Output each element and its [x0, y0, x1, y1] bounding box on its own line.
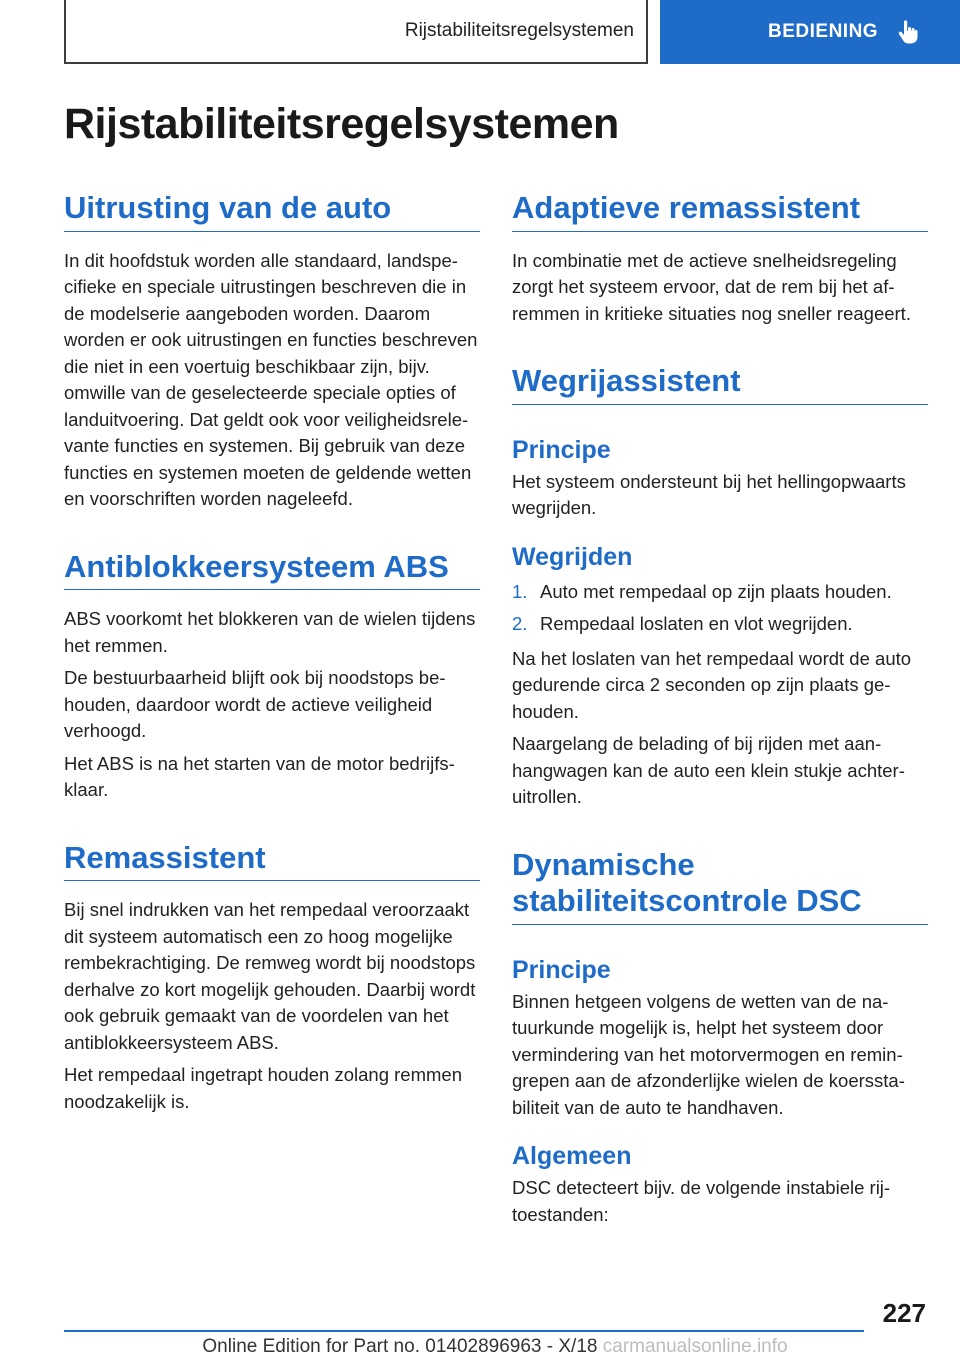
- subheading-principe: Principe: [512, 955, 611, 984]
- paragraph: Bij snel indrukken van het rempedaal veroorzaakt dit systeem automatisch een zo hoog mogelijke rembekrachtiging. De remweg wordt bij noodstops derhalve zo kort mogelijk gehouden. Daarbij wordt ook gebruik gemaakt van de voordelen van het antiblokkeersysteem ABS.: [64, 899, 476, 1053]
- page-title: Rijstabiliteitsregelsystemen: [64, 100, 619, 148]
- subheading-algemeen: Algemeen: [512, 1142, 632, 1171]
- edition-text: Online Edition for Part no. 01402896963 - X/18: [202, 1336, 598, 1357]
- page-number: 227: [882, 1298, 926, 1328]
- subheading-principe: Principe: [512, 435, 611, 464]
- header-chapter-label: BEDIENING: [768, 21, 879, 42]
- heading-abs: Antiblokkeersysteem ABS: [64, 549, 480, 591]
- header-section-box: [64, 0, 648, 64]
- paragraph: Het systeem ondersteunt bij het hellingopwaarts wegrijden.: [512, 470, 906, 519]
- step-text: Rempedaal loslaten en vlot wegrijden.: [540, 612, 853, 634]
- heading-remassistent: Remassistent: [64, 840, 480, 882]
- list-item: [512, 576, 928, 608]
- header-chapter-tab: [660, 0, 960, 64]
- paragraph: In combinatie met de actieve snelheidsregeling zorgt het systeem ervoor, dat de rem bij het afremmen in kritieke situaties nog sneller reageert.: [512, 249, 911, 324]
- paragraph: In dit hoofdstuk worden alle standaard, landspecifieke en speciale uitrustingen beschreven die in de modelserie aangeboden worden. Daarom worden er ook uitrustingen en functies beschreven die niet in een voertuig beschikbaar zijn, bijv. omwille van de geselecteerde speciale opties of landuitvoering. Dat geldt ook voor veiligheidsrelevante functies en systemen. Bij gebruik van deze functies en systemen moeten de geldende wetten en voorschriften worden nageleefd.: [64, 249, 478, 510]
- steps-list: [512, 576, 928, 640]
- step-number: 1.: [512, 580, 528, 602]
- heading-uitrusting: Uitrusting van de auto: [64, 190, 480, 232]
- footer-divider: [64, 1330, 864, 1332]
- step-text: Auto met rempedaal op zijn plaats houden.: [540, 580, 892, 602]
- paragraph: DSC detecteert bijv. de volgende instabiele rijtoestanden:: [512, 1177, 891, 1225]
- step-number: 2.: [512, 612, 528, 634]
- hand-pointer-icon: [898, 20, 920, 44]
- heading-wegrijassistent: Wegrijassistent: [512, 363, 928, 405]
- list-item: [512, 608, 928, 640]
- paragraph: Het ABS is na het starten van de motor bedrijfsklaar.: [64, 752, 455, 801]
- paragraph: ABS voorkomt het blokkeren van de wielen tijdens het remmen.: [64, 608, 476, 656]
- paragraph: Na het loslaten van het rempedaal wordt de auto gedurende circa 2 seconden op zijn plaats gehouden.: [512, 647, 912, 722]
- paragraph: De bestuurbaarheid blijft ook bij noodstops behouden, daardoor wordt de actieve veiligheid verhoogd.: [64, 667, 446, 742]
- paragraph: Binnen hetgeen volgens de wetten van de natuurkunde mogelijk is, helpt het systeem door vermindering van het motorvermogen en remingrepen aan de afzonderlijke wielen de koersstabiliteit van de auto te handhaven.: [512, 990, 905, 1118]
- subheading-wegrijden: Wegrijden: [512, 542, 633, 571]
- right-column: [512, 190, 928, 1234]
- header-section-title: Rijstabiliteitsregelsystemen: [404, 20, 634, 41]
- left-column: [64, 190, 480, 1121]
- watermark: carmanualsonline.info: [602, 1336, 788, 1357]
- paragraph: Naargelang de belading of bij rijden met aanhangwagen kan de auto een klein stukje achteruitrollen.: [512, 733, 905, 808]
- heading-adaptieve-remassistent: Adaptieve remassistent: [512, 190, 928, 232]
- footer: [0, 1336, 960, 1358]
- paragraph: Het rempedaal ingetrapt houden zolang remmen noodzakelijk is.: [64, 1064, 462, 1112]
- heading-dsc: Dynamische stabiliteitscontrole DSC: [512, 847, 928, 925]
